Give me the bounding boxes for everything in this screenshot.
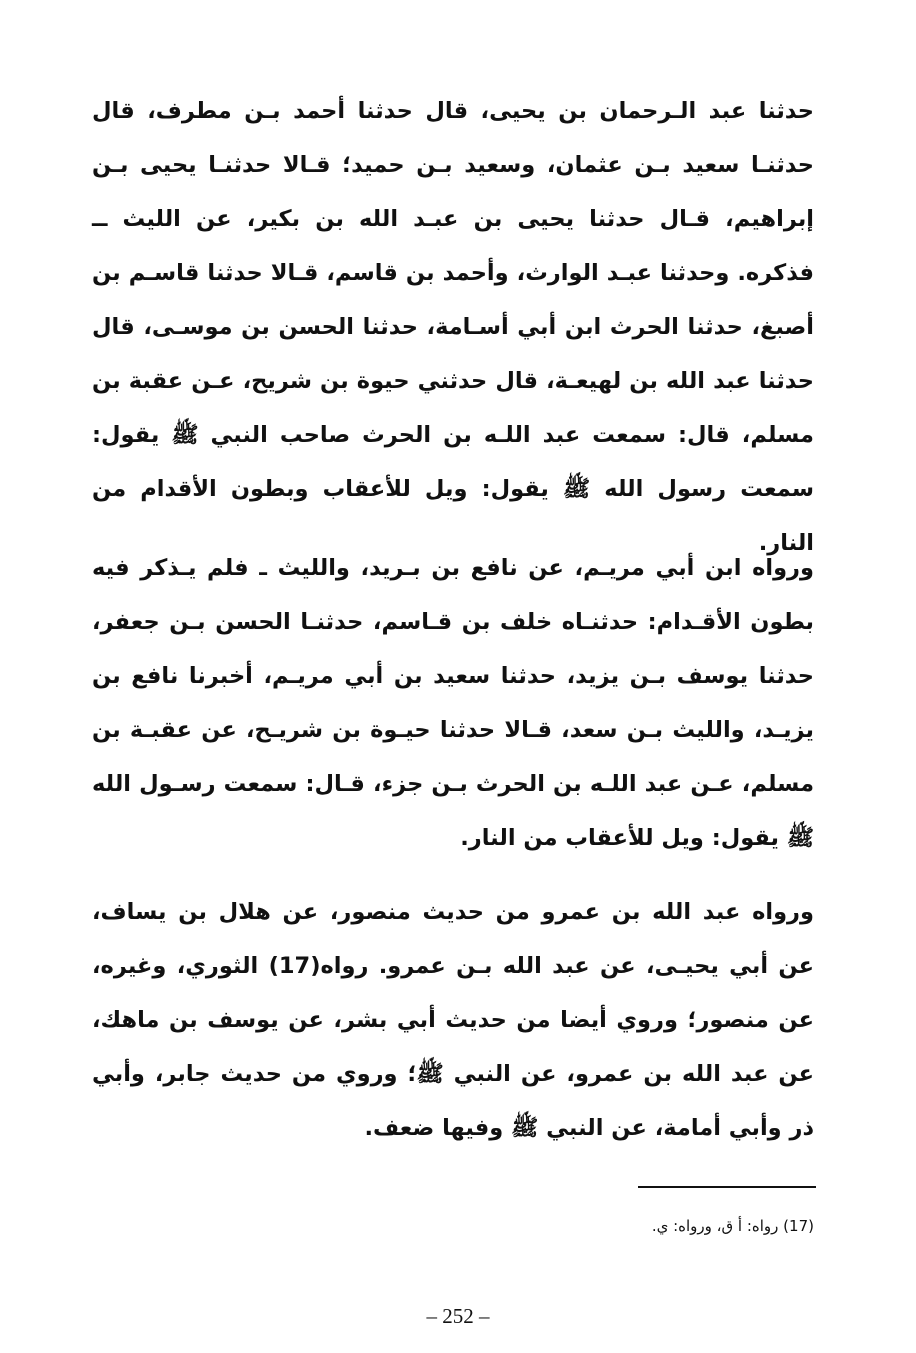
body-paragraph-3: ورواه عبد الله بن عمرو من حديث منصور، عن هلال بن يساف، عن أبي يحيـى، عن عبد الله بـن عمرو. رواه(17) الثوري، وغيره، عن منصور؛ وروي أيضا من حديث أبي بشر، عن يوسف بن ماهك، عن عبد الله بن عمرو، عن النبي ﷺ؛ وروي من حديث جابر، وأبي ذر وأبي أمامة، عن النبي ﷺ وفيها ضعف. bbox=[92, 899, 814, 1141]
body-paragraph-2: ورواه ابن أبي مريـم، عن نافع بن بـريد، والليث ـ فلم يـذكر فيه بطون الأقـدام: حدثنـاه خلف بن قـاسم، حدثنـا الحسن بـن جعفر، حدثنا يوسف بـن يزيد، حدثنا سعيد بن أبي مريـم، أخبرنا نافع بن يزيـد، والليث بـن سعد، قـالا حدثنا حيـوة بن شريـح، عن عقبـة بن مسلم، عـن عبد اللـه بن الحرث بـن جزء، قـال: سمعت رسـول الله ﷺ يقول: ويل للأعقاب من النار. bbox=[92, 555, 814, 851]
body-paragraph-1: حدثنا عبد الـرحمان بن يحيى، قال حدثنا أحمد بـن مطرف، قال حدثنـا سعيد بـن عثمان، وسعيد بـن حميد؛ قـالا حدثنـا يحيى بـن إبراهيم، قـال حدثنا يحيى بن عبـد الله بن بكير، عن الليث ــ فذكره. وحدثنا عبـد الوارث، وأحمد بن قاسم، قـالا حدثنا قاسـم بن أصبغ، حدثنا الحرث ابن أبي أسـامة، حدثنا الحسن بن موسـى، قال حدثنا عبد الله بن لهيعـة، قال حدثني حيوة بن شريح، عـن عقبة بن مسلم، قال: سمعت عبد اللـه بن الحرث صاحب النبي ﷺ يقول: سمعت رسول الله ﷺ يقول: ويل للأعقاب وبطون الأقدام من النار. bbox=[92, 98, 814, 556]
page-number: – 252 – bbox=[426, 1304, 490, 1328]
footnote-17: (17) رواه: أ ق، ورواه: ي. bbox=[651, 1217, 814, 1235]
footnote-separator bbox=[638, 1186, 816, 1188]
